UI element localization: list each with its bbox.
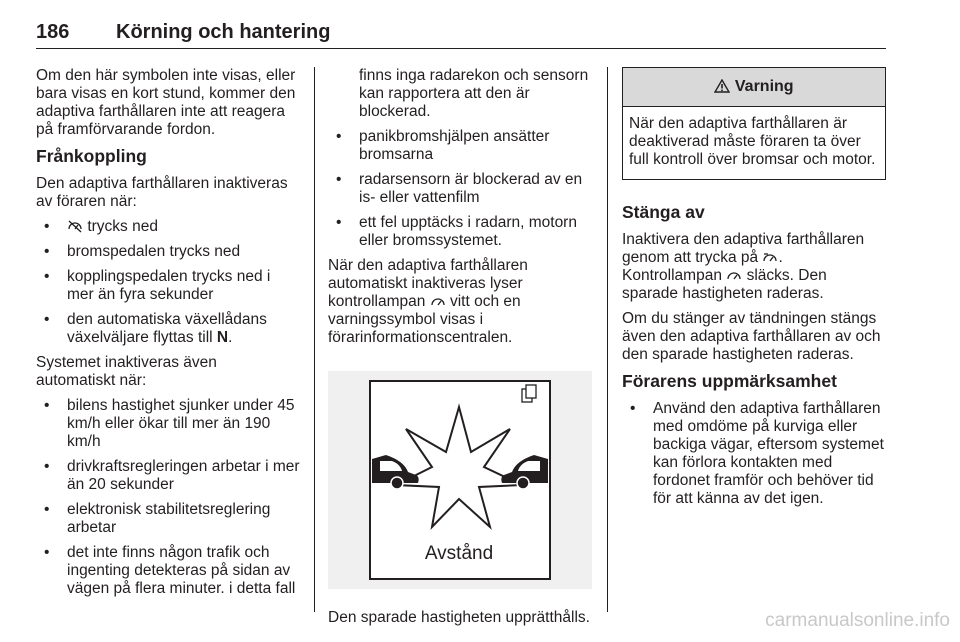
cruise-cancel-icon xyxy=(67,219,83,233)
column-divider-2 xyxy=(607,67,608,612)
ignition-paragraph: Om du stänger av tändningen stängs även den adaptiva farthållaren av och den sparade hastigheten raderas. xyxy=(622,310,881,363)
header-rule xyxy=(36,48,886,49)
section-heading-disengage: Frånkoppling xyxy=(36,146,147,166)
auto-deactivation-intro: Systemet inaktiveras även automatiskt när: xyxy=(36,354,217,389)
column-1 xyxy=(36,67,300,605)
collision-warning-illustration xyxy=(328,371,592,589)
saved-speed-paragraph: Den sparade hastigheten upprätthålls. xyxy=(328,609,590,626)
list-item: • bilens hastighet sjunker under 45 km/h eller ökar till mer än 190 km/h xyxy=(36,397,300,451)
list-item: • Använd den adaptiva farthållaren med omdöme på kurviga eller backiga vägar, eftersom systemet kan förlora kontakten med fordonet framför och behöver tid för att känna av det igen. xyxy=(622,400,886,508)
list-item: • drivkraftsregleringen arbetar i mer än 20 sekunder xyxy=(36,458,300,494)
warning-box xyxy=(622,67,886,180)
column-divider-1 xyxy=(314,67,315,612)
list-item: • panikbromshjälpen ansätter bromsarna xyxy=(328,128,594,164)
list-item: • trycks ned xyxy=(36,218,300,236)
cruise-control-button-icon xyxy=(762,250,778,264)
continued-text: finns inga radarekon och sensorn kan rapportera att den är blockerad. xyxy=(359,67,589,120)
chapter-title: Körning och hantering xyxy=(116,21,331,43)
list-item: • kopplingspedalen trycks ned i mer än fyra sekunder xyxy=(36,268,300,304)
control-lamp-paragraph: När den adaptiva farthållaren automatiskt inaktiveras lyser kontrollampan vitt och en varningssymbol visas i förarinformationscentralen. xyxy=(328,257,528,346)
deactivation-intro: Den adaptiva farthållaren inaktiveras av föraren när: xyxy=(36,175,288,210)
list-item: • elektronisk stabilitetsreglering arbetar xyxy=(36,501,300,537)
section-heading-attention: Förarens uppmärksamhet xyxy=(622,371,837,391)
column-3 xyxy=(622,67,886,515)
warning-title: Varning xyxy=(734,78,794,95)
column-2 xyxy=(328,67,594,634)
warning-text: När den adaptiva farthållaren är deaktiverad måste föraren ta över full kontroll över bromsar och motor. xyxy=(629,115,876,168)
auto-deactivation-list-cont xyxy=(328,128,594,250)
page-number: 186 xyxy=(36,21,70,43)
driver-deactivation-list xyxy=(36,218,300,347)
list-item: • ett fel upptäcks i radarn, motorn eller bromssystemet. xyxy=(328,214,594,250)
intro-paragraph: Om den här symbolen inte visas, eller bara visas en kort stund, kommer den adaptiva farthållaren inte att reagera på framförvarande fordon. xyxy=(36,67,296,138)
list-item: • radarsensorn är blockerad av en is- eller vattenfilm xyxy=(328,171,594,207)
page-header xyxy=(36,14,886,50)
watermark: carmanualsonline.info xyxy=(765,610,950,631)
list-item: • den automatiska växellådans växelväljare flyttas till N. xyxy=(36,311,300,347)
list-item: • bromspedalen trycks ned xyxy=(36,243,300,261)
attention-list xyxy=(622,400,886,508)
warning-triangle-icon xyxy=(714,79,730,93)
figure-label: Avstånd xyxy=(424,543,494,564)
warning-display-figure xyxy=(328,371,592,589)
switch-off-paragraph: Inaktivera den adaptiva farthållaren genom att trycka på . Kontrollampan släcks. Den sparade hastigheten raderas. xyxy=(622,231,865,302)
warning-header xyxy=(623,68,885,107)
auto-deactivation-list xyxy=(36,397,300,598)
gear-letter: N xyxy=(216,329,229,346)
section-heading-switch-off: Stänga av xyxy=(622,202,705,222)
list-item: • det inte finns någon trafik och ingenting detekteras på sidan av vägen på flera minuter. i detta fall xyxy=(36,544,300,598)
cruise-control-lamp-icon xyxy=(726,268,742,282)
cruise-control-icon xyxy=(430,294,446,308)
